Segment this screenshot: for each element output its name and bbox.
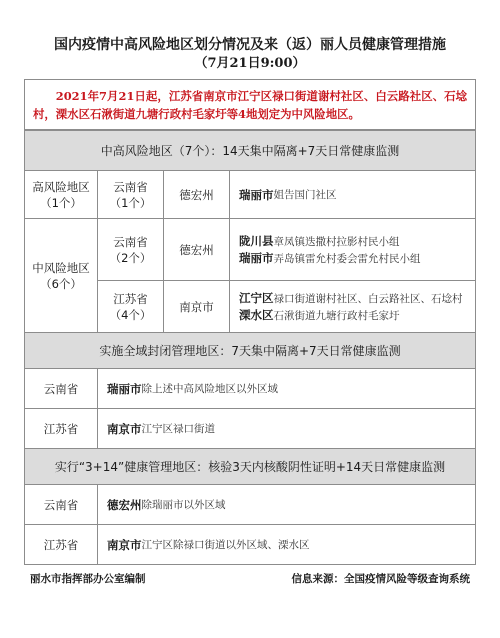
list-item <box>239 233 400 250</box>
section1-heading: 中高风险地区（7个）：14天集中隔离+7天日常健康监测 <box>25 130 475 170</box>
area-text: 章凤镇迭撒村拉影村民小组 <box>273 235 400 248</box>
high-risk-label <box>25 170 97 218</box>
notice-text: 2021年7月21日起，江苏省南京市江宁区禄口街道谢村社区、白云路社区、石埝村，溧水区石湫街道九塘行政村毛家圩等4地划定为中风险地区。 <box>24 79 476 130</box>
area-city: 南京市 <box>107 421 142 436</box>
page-subtitle: （7月21日9:00） <box>194 56 306 71</box>
section3-heading: 实行“3+14”健康管理地区：核验3天内核酸阴性证明+14天日常健康监测 <box>25 448 475 484</box>
s2-province-0: 云南省 <box>25 368 97 408</box>
area-city: 瑞丽市 <box>239 250 274 265</box>
footer <box>24 571 476 586</box>
area-city: 南京市 <box>107 537 142 552</box>
mid-risk-count: （6个） <box>40 276 82 291</box>
s3-province-1: 江苏省 <box>25 524 97 564</box>
mid-yunnan-province-count: （2个） <box>109 250 152 265</box>
list-item <box>239 250 421 267</box>
mid-jiangsu-province-count: （4个） <box>109 307 152 322</box>
mid-jiangsu-prefecture: 南京市 <box>163 280 229 332</box>
footer-source: 信息来源：全国疫情风险等级查询系统 <box>291 573 470 585</box>
area-text: 除瑞丽市以外区域 <box>141 498 226 511</box>
list-item <box>239 290 463 307</box>
area-text: 石湫街道九塘行政村毛家圩 <box>273 309 400 322</box>
high-risk-province <box>97 170 163 218</box>
high-province-text: 云南省 <box>113 179 148 194</box>
mid-yunnan-province <box>97 218 163 280</box>
mid-risk-label <box>25 218 97 332</box>
s2-province-1: 江苏省 <box>25 408 97 448</box>
high-risk-area-text: 姐告国门社区 <box>273 188 337 201</box>
area-text: 江宁区禄口街道 <box>141 422 215 435</box>
area-city: 溧水区 <box>239 307 274 322</box>
area-text: 禄口街道谢村社区、白云路社区、石埝村 <box>273 292 463 305</box>
high-risk-count: （1个） <box>40 195 82 210</box>
list-item <box>239 307 400 324</box>
s3-areas-1 <box>97 524 475 564</box>
high-risk-areas <box>229 170 475 218</box>
high-risk-label-text: 高风险地区 <box>32 179 90 194</box>
s2-areas-1 <box>97 408 475 448</box>
mid-yunnan-province-text: 云南省 <box>113 234 148 249</box>
mid-risk-label-text: 中风险地区 <box>32 260 90 275</box>
page-title: 国内疫情中高风险地区划分情况及来（返）丽人员健康管理措施 <box>54 37 446 53</box>
area-city: 瑞丽市 <box>107 381 142 396</box>
area-city: 陇川县 <box>239 233 274 248</box>
high-province-count: （1个） <box>109 195 152 210</box>
high-risk-prefecture: 德宏州 <box>163 170 229 218</box>
section2-grid <box>25 368 475 448</box>
area-text: 江宁区除禄口街道以外区域、溧水区 <box>141 538 310 551</box>
mid-yunnan-prefecture: 德宏州 <box>163 218 229 280</box>
area-text: 除上述中高风险地区以外区域 <box>141 382 278 395</box>
mid-jiangsu-areas <box>229 280 475 332</box>
s3-areas-0 <box>97 484 475 524</box>
section2-heading: 实施全域封闭管理地区：7天集中隔离+7天日常健康监测 <box>25 332 475 368</box>
risk-table <box>24 130 476 565</box>
area-text: 弄岛镇雷允村委会雷允村民小组 <box>273 252 421 265</box>
high-risk-city: 瑞丽市 <box>239 187 274 202</box>
section3-grid <box>25 484 475 564</box>
mid-yunnan-areas <box>229 218 475 280</box>
area-city: 江宁区 <box>239 290 274 305</box>
s2-areas-0 <box>97 368 475 408</box>
mid-jiangsu-province-text: 江苏省 <box>113 291 148 306</box>
footer-editor: 丽水市指挥部办公室编制 <box>30 573 146 585</box>
high-risk-grid <box>25 170 475 332</box>
area-city: 德宏州 <box>107 497 142 512</box>
mid-jiangsu-province <box>97 280 163 332</box>
s3-province-0: 云南省 <box>25 484 97 524</box>
